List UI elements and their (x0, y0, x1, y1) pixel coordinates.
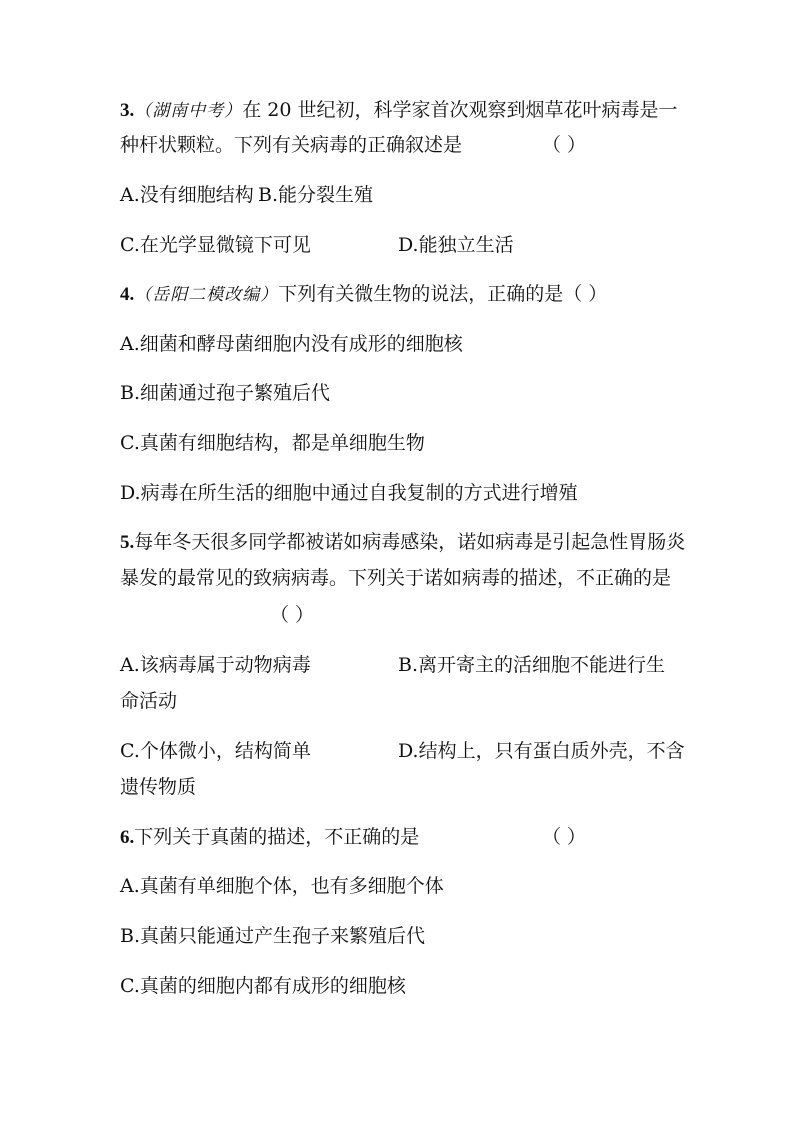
q4-number: 4. (120, 284, 135, 305)
q6-stem-text: 下列关于真菌的描述，不正确的是 (134, 826, 420, 848)
q3-option-d: D.能独立生活 (398, 234, 514, 256)
q3-stem-line1 (120, 98, 678, 123)
q6-number: 6. (120, 827, 135, 848)
q3-source: （湖南中考） (134, 101, 243, 121)
q6-option-c: C.真菌的细胞内都有成形的细胞核 (120, 975, 406, 997)
q6-answer-blank: （ ） (542, 826, 587, 848)
q3-number: 3. (120, 100, 135, 121)
q3-option-b: B.能分裂生殖 (258, 184, 374, 206)
q4-option-a: A.细菌和酵母菌细胞内没有成形的细胞核 (120, 333, 463, 355)
q5-option-b-line1: B.离开寄主的活细胞不能进行生 (398, 654, 666, 676)
q5-answer-blank: （ ） (270, 604, 315, 626)
q5-number: 5. (120, 532, 135, 553)
q5-option-d-line1: D.结构上，只有蛋白质外壳，不含 (398, 740, 685, 762)
q4-source: （岳阳二模改编） (134, 285, 279, 305)
q4-option-b: B.细菌通过孢子繁殖后代 (120, 382, 331, 404)
q5-stem-line2: 暴发的最常见的致病病毒。下列关于诺如病毒的描述，不正确的是 (120, 567, 672, 589)
q4-stem-text: 下列有关微生物的说法，正确的是（ ） (278, 283, 608, 305)
q5-option-d-line2: 遗传物质 (120, 776, 197, 798)
q5-option-b-line2: 命活动 (120, 690, 178, 712)
q4-stem-line1 (120, 282, 607, 307)
q3-answer-blank: （ ） (542, 134, 587, 156)
q5-stem-line1 (120, 530, 685, 555)
q3-stem-line2: 种杆状颗粒。下列有关病毒的正确叙述是 (120, 134, 463, 156)
q3-stem-text: 在 20 世纪初，科学家首次观察到烟草花叶病毒是一 (242, 99, 678, 121)
q6-stem-line1 (120, 825, 419, 850)
q6-option-a: A.真菌有单细胞个体，也有多细胞个体 (120, 875, 444, 897)
q5-option-a: A.该病毒属于动物病毒 (120, 654, 311, 676)
q4-option-d: D.病毒在所生活的细胞中通过自我复制的方式进行增殖 (120, 482, 578, 504)
q5-option-c: C.个体微小，结构简单 (120, 740, 311, 762)
q5-stem-text: 每年冬天很多同学都被诺如病毒感染，诺如病毒是引起急性胃肠炎 (134, 531, 686, 553)
q3-option-a: A.没有细胞结构 (120, 184, 254, 206)
q6-option-b: B.真菌只能通过产生孢子来繁殖后代 (120, 925, 426, 947)
q4-option-c: C.真菌有细胞结构，都是单细胞生物 (120, 432, 425, 454)
q3-option-c: C.在光学显微镜下可见 (120, 234, 311, 256)
